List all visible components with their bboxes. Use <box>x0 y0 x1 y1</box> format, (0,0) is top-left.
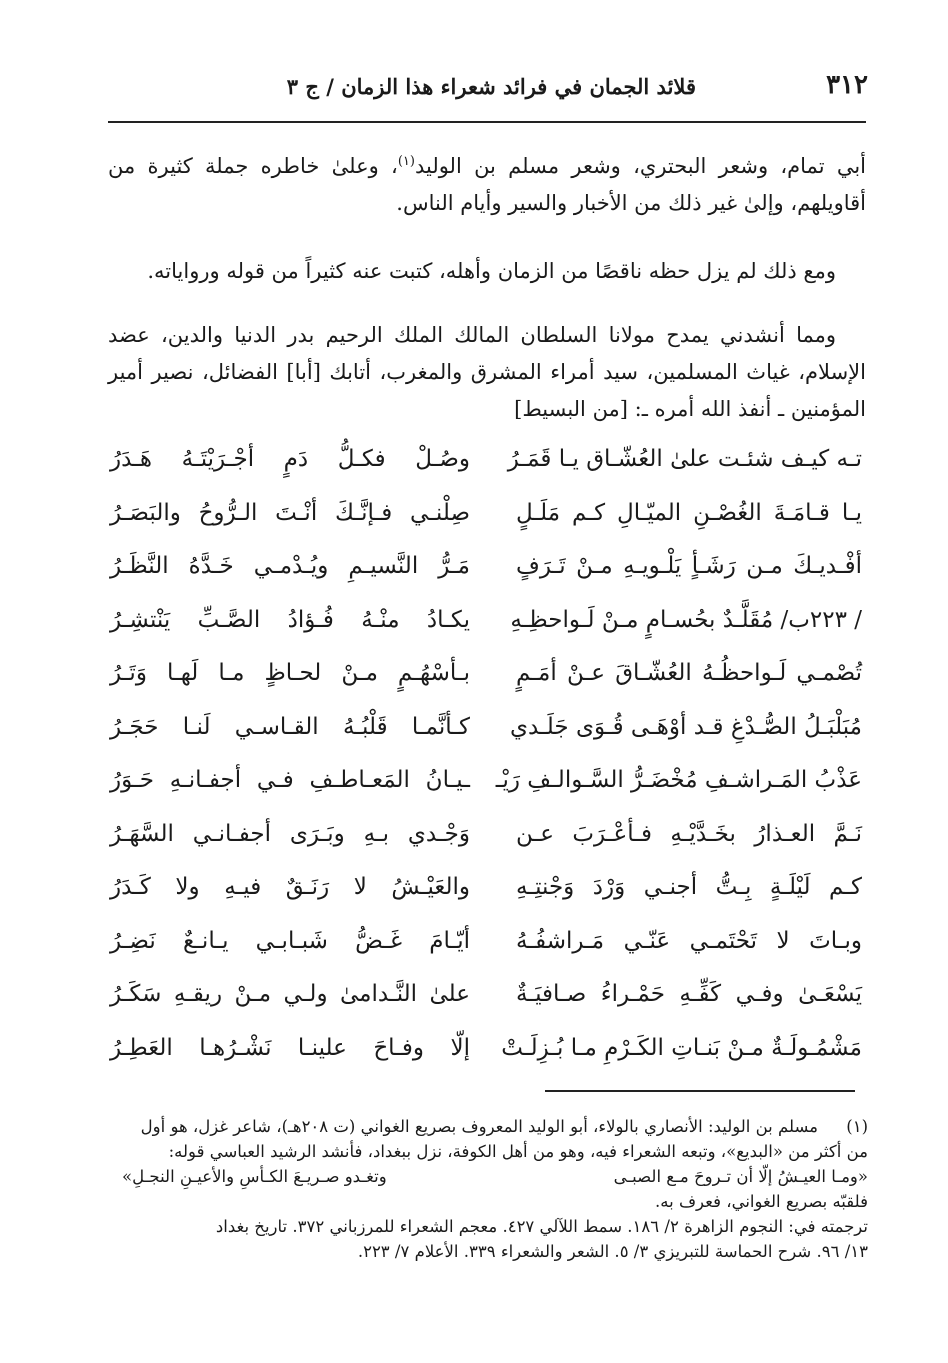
verse-first-hemistich: تـه كيـف شئـت علىٰ العُشّـاق يـا قَمَـرُ <box>507 446 862 472</box>
verse-first-hemistich: مَشْمُـولَـةٌ مـنْ بَنـاتِ الكَـرْمِ مـا بُـزِلَـتْ <box>501 1034 862 1061</box>
verse-second-hemistich: وَجْـدي بـهِ وبَـرَى أجفـانـي السَّهَـرُ <box>110 820 470 847</box>
verse-second-hemistich: إلّا وفـاحَ علينـا نَشْـرُهـا العَطِـرُ <box>110 1034 470 1061</box>
footnote-line: فلقبّه بصريع الغواني، فعرف به. <box>655 1192 868 1211</box>
verse-first-hemistich: / ٢٢٣ب/ مُقَلَّـدٌ بحُسـامٍ مـنْ لَـواحظِـهِ <box>510 606 862 633</box>
verse <box>100 813 866 867</box>
verse <box>100 759 866 813</box>
verse-second-hemistich: كـأنَّمـا قَلْبُـهُ القـاسـي لَنـا حَجَـرُ <box>110 713 470 740</box>
footnote-reference: (١) <box>397 154 415 169</box>
verse-second-hemistich: أيّـامَ غَـضُّ شَبـابـي يـانـعٌ نَضِـرُ <box>110 927 470 954</box>
footnote-text: مسلم بن الوليد: الأنصاري بالولاء، أبو الوليد المعروف بصريع الغواني (ت ٢٠٨هـ)، شاعر غزل، هو أول <box>140 1117 818 1136</box>
poem <box>100 438 866 1080</box>
header-rule <box>108 121 866 123</box>
verse <box>100 1027 866 1081</box>
footnotes <box>108 1114 868 1264</box>
verse <box>100 920 866 974</box>
verse-first-hemistich: يـا قـامَـةَ الغُصْـنِ الميّـالِ كـم مَلَـلٍ <box>516 499 862 526</box>
verse-first-hemistich: نَـمَّ العـذارُ بخَـدَّيْـهِ فـأعْـرَبَ عـن <box>516 820 862 847</box>
verse-second-hemistich: مَـرُّ النَّسيـمِ ويُـدْمـي خَـدَّهُ النَّظَـرُ <box>110 553 470 579</box>
verse <box>100 866 866 920</box>
footnote-verse-second-hemistich: وتغـدو صـريـعَ الكـأسِ والأعيـنِ النجـلِ» <box>122 1167 387 1186</box>
verse <box>100 599 866 653</box>
verse-second-hemistich: والعَيْـشُ لا رَنَـقٌ فيـهِ ولا كَـدَرُ <box>110 874 470 900</box>
footnote-line: ١٣/ ٩٦. شرح الحماسة للتبريزي ٣/ ٥. الشعر والشعراء ٣٣٩. الأعلام ٧/ ٢٢٣. <box>357 1242 868 1261</box>
paragraph-1-line-1-text: أبي تمام، وشعر البحتري، وشعر مسلم بن الوليد <box>414 154 867 178</box>
footnote-line <box>108 1114 868 1139</box>
paragraph-1-line-1-rest: ، وعلىٰ خاطره جملة كثيرة من <box>108 154 398 178</box>
footnote-verse-first-hemistich: «ومـا العيـشُ إلّا أن تـروحَ مـع الصبـى <box>613 1167 868 1186</box>
verse <box>100 545 866 599</box>
verse-first-hemistich: كـم لَيْلَـةٍ بِـتُّ أجنـي وَرْدَ وَجْنتِـهِ <box>516 874 862 900</box>
footnote-rule <box>545 1090 855 1092</box>
verse-first-hemistich: مُبَلْبَـلُ الصُّـدْغِ قـد أوْهَـى قُـوَى جَلَـدي <box>509 713 862 740</box>
verse-second-hemistich: ـيـانُ المَعـاطـفِ فـي أجفـانـهِ حَـوَرُ <box>110 767 470 793</box>
page-number: ٣١٢ <box>826 70 868 100</box>
verse <box>100 492 866 546</box>
verse-first-hemistich: عَذْبُ المَـراشـفِ مُخْضَـرُّ السَّـوالـفِ رَيْـ <box>495 767 862 793</box>
verse-first-hemistich: تُصْمـي لَـواحظُـهُ العُشّـاقَ عـنْ أمَـمٍ <box>516 660 862 686</box>
verse <box>100 652 866 706</box>
verse-second-hemistich: بـأسْهُـمٍ مـنْ لحـاظٍ مـا لَهـا وَتَـرُ <box>110 660 470 686</box>
footnote-marker: (١) <box>846 1117 868 1136</box>
footnote-line: من أكثر من «البديع»، وتبعه الشعراء فيه، وهو من أهل الكوفة، نزل ببغداد، فأنشد الرشيد العباسي قوله: <box>168 1142 868 1161</box>
verse <box>100 973 866 1027</box>
footnote-line: ترجمته في: النجوم الزاهرة ٢/ ١٨٦. سمط اللآلي ٤٢٧. معجم الشعراء للمرزباني ٣٧٢. تاريخ بغداد <box>215 1217 868 1236</box>
footnote-verse <box>108 1164 868 1189</box>
verse <box>100 706 866 760</box>
page-header <box>108 70 868 120</box>
verse-second-hemistich: صِلْنـي فـإنَّـكَ أنْـتَ الـرُّوحُ والبَصَـرُ <box>110 499 470 526</box>
paragraph-1-line-2: أقاويلهم، وإلىٰ غير ذلك من الأخبار والسير وأيام الناس. <box>396 191 866 215</box>
paragraph-3: ومما أنشدني يمدح مولانا السلطان المالك الملك الرحيم بدر الدنيا والدين، عضد الإسلام، غياث المسلمين، سيد أمراء المشرق والمغرب، أتابك [أبا] الفضائل، نصير أمير المؤمنين ـ أنفذ الله أمره ـ: [من البسيط] <box>108 323 866 421</box>
verse-second-hemistich: يكـادُ منْـهُ فُـؤادُ الصَّـبِّ يَنْتشِـرُ <box>110 606 470 633</box>
paragraph-2: ومع ذلك لم يزل حظه ناقصًا من الزمان وأهله، كتبت عنه كثيراً من قوله ورواياته. <box>147 259 836 283</box>
verse-first-hemistich: يَسْعَـىٰ وفـي كَفِّـهِ حَمْـراءُ صـافيَـةٌ <box>516 981 862 1007</box>
verse-first-hemistich: أفْـديـكَ مـن رَشَـأٍ يَلْـويـهِ مـنْ تَـرَفٍ <box>516 553 862 579</box>
verse-second-hemistich: وصُـلْ فكـلُّ دَمٍ أجْـرَيْتَـهُ هَـدَرُ <box>110 446 470 472</box>
verse-first-hemistich: وبـاتَ لا تَحْتَمـي عَنّـي مَـراشفُـهُ <box>516 927 862 954</box>
paragraph-1 <box>108 148 866 222</box>
running-title: قلائد الجمان في فرائد شعراء هذا الزمان / ج ٣ <box>286 74 696 99</box>
verse-second-hemistich: علىٰ النَّـدامىٰ ولـي مـنْ ريقـهِ سَكَـرُ <box>110 981 470 1007</box>
verse <box>100 438 866 492</box>
